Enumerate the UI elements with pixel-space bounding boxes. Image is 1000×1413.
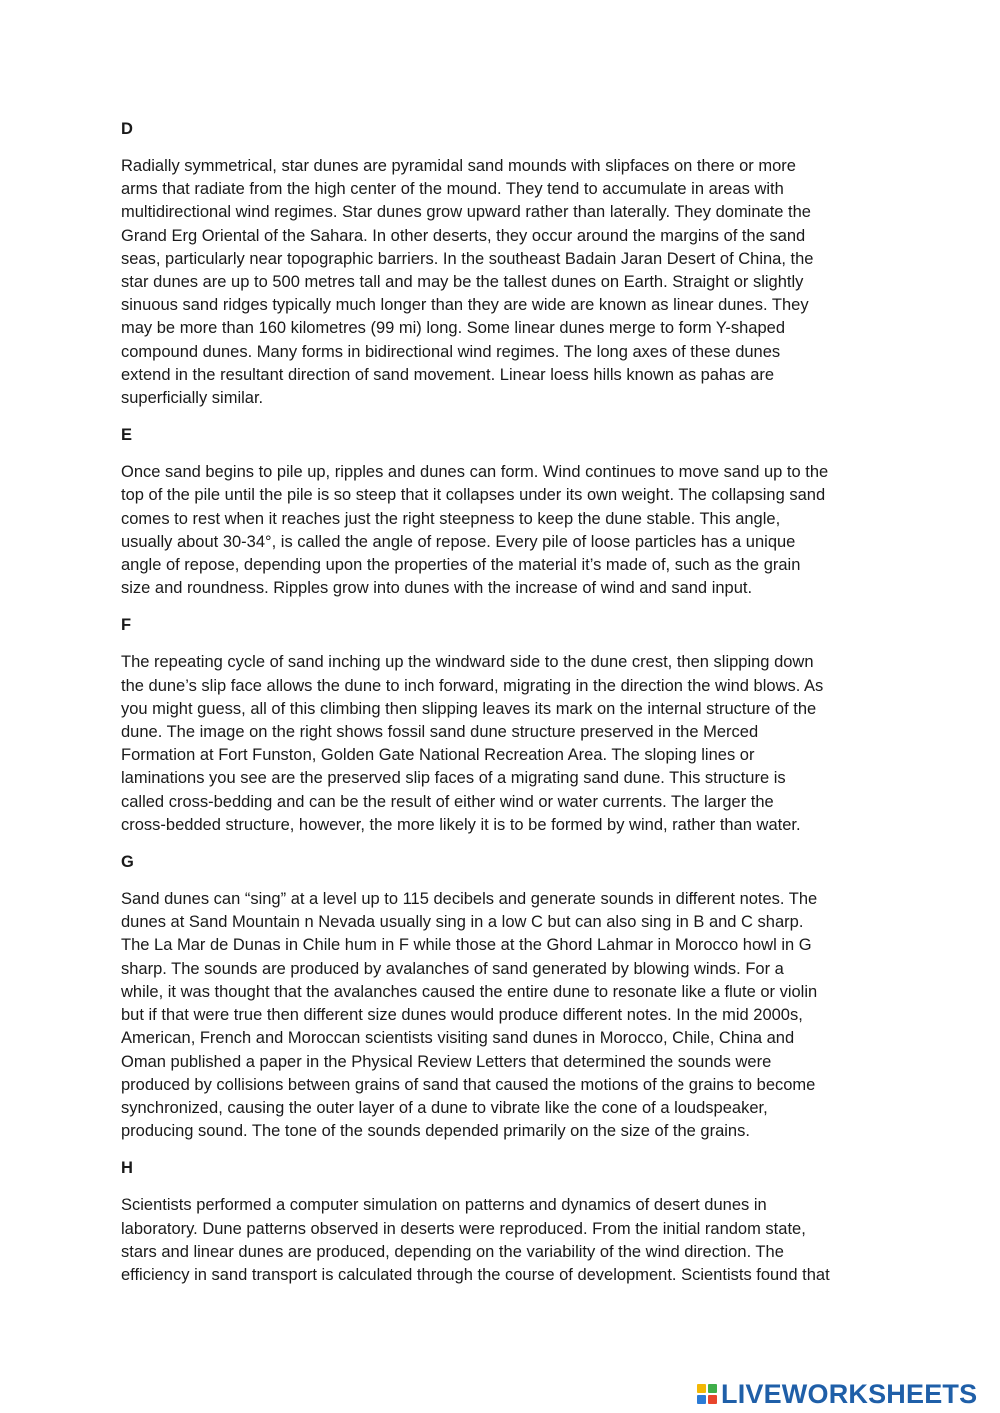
liveworksheets-logo[interactable] (697, 1378, 977, 1410)
section-letter: E (121, 426, 133, 445)
text-line: Oman published a paper in the Physical Review Letters that determined the sounds were (121, 1052, 772, 1071)
text-line: usually about 30-34°, is called the angle of repose. Every pile of loose particles has a unique (121, 532, 796, 551)
text-line: The La Mar de Dunas in Chile hum in F while those at the Ghord Lahmar in Morocco howl in G (121, 936, 812, 955)
text-line: angle of repose, depending upon the properties of the material it’s made of, such as the grain (121, 556, 801, 575)
section-paragraph (121, 1194, 891, 1287)
text-line: superficially similar. (121, 389, 264, 408)
section-paragraph (121, 651, 891, 837)
section-paragraph (121, 461, 891, 600)
logo-square-green (708, 1384, 717, 1393)
text-line: laminations you see are the preserved slip faces of a migrating sand dune. This structure is (121, 769, 786, 788)
logo-square-blue (697, 1395, 706, 1404)
section-paragraph (121, 155, 891, 410)
text-line: sharp. The sounds are produced by avalanches of sand generated by blowing winds. For a (121, 959, 784, 978)
text-line: dunes at Sand Mountain n Nevada usually sing in a low C but can also sing in B and C sharp. (121, 913, 804, 932)
text-line: you might guess, all of this climbing then slipping leaves its mark on the internal structure of the (121, 699, 817, 718)
text-line: American, French and Moroccan scientists visiting sand dunes in Morocco, Chile, China and (121, 1029, 795, 1048)
section-g (121, 851, 891, 1143)
text-line: may be more than 160 kilometres (99 mi) long. Some linear dunes merge to form Y-shaped (121, 319, 786, 338)
text-line: but if that were true then different size dunes would produce different notes. In the mid 2000s, (121, 1006, 803, 1025)
text-line: produced by collisions between grains of sand that caused the motions of the grains to become (121, 1075, 816, 1094)
text-line: producing sound. The tone of the sounds depended primarily on the size of the grains. (121, 1122, 750, 1141)
text-line: while, it was thought that the avalanches caused the entire dune to resonate like a flute or violin (121, 982, 818, 1001)
text-line: Sand dunes can “sing” at a level up to 115 decibels and generate sounds in different notes. The (121, 890, 818, 909)
text-line: called cross-bedding and can be the result of either wind or water currents. The larger the (121, 792, 774, 811)
text-line: arms that radiate from the high center of the mound. They tend to accumulate in areas with (121, 180, 784, 199)
section-paragraph (121, 888, 891, 1143)
text-line: the dune’s slip face allows the dune to inch forward, migrating in the direction the wind blows. As (121, 676, 824, 695)
section-d (121, 118, 891, 410)
text-line: sinuous sand ridges typically much longer than they are wide are known as linear dunes. They (121, 296, 809, 315)
text-line: laboratory. Dune patterns observed in deserts were reproduced. From the initial random state, (121, 1219, 806, 1238)
text-line: extend in the resultant direction of sand movement. Linear loess hills known as pahas are (121, 365, 775, 384)
text-line: Once sand begins to pile up, ripples and dunes can form. Wind continues to move sand up to the (121, 463, 829, 482)
logo-square-red (708, 1395, 717, 1404)
logo-square-yellow (697, 1384, 706, 1393)
logo-text: LIVEWORKSHEETS (721, 1378, 978, 1409)
text-line: stars and linear dunes are produced, depending on the variability of the wind direction. The (121, 1242, 784, 1261)
text-line: synchronized, causing the outer layer of a dune to vibrate like the cone of a loudspeaker, (121, 1098, 768, 1117)
text-line: comes to rest when it reaches just the right steepness to keep the dune stable. This angle, (121, 509, 781, 528)
text-line: seas, particularly near topographic barriers. In the southeast Badain Jaran Desert of China, the (121, 249, 814, 268)
section-letter: H (121, 1159, 133, 1178)
text-line: top of the pile until the pile is so steep that it collapses under its own weight. The collapsing sand (121, 486, 826, 505)
document-page (121, 118, 891, 1301)
text-line: compound dunes. Many forms in bidirectional wind regimes. The long axes of these dunes (121, 342, 781, 361)
text-line: multidirectional wind regimes. Star dunes grow upward rather than laterally. They dominate the (121, 203, 811, 222)
section-f (121, 614, 891, 837)
text-line: Radially symmetrical, star dunes are pyramidal sand mounds with slipfaces on there or more (121, 157, 796, 175)
text-line: Grand Erg Oriental of the Sahara. In other deserts, they occur around the margins of the sand (121, 226, 806, 245)
text-line: cross-bedded structure, however, the more likely it is to be formed by wind, rather than water. (121, 815, 801, 834)
text-line: Scientists performed a computer simulation on patterns and dynamics of desert dunes in (121, 1196, 767, 1215)
text-line: Formation at Fort Funston, Golden Gate National Recreation Area. The sloping lines or (121, 746, 755, 765)
text-line: efficiency in sand transport is calculated through the course of development. Scientists found that (121, 1265, 830, 1284)
section-letter: F (121, 616, 132, 635)
text-line: star dunes are up to 500 metres tall and may be the tallest dunes on Earth. Straight or slightly (121, 273, 804, 292)
section-e (121, 424, 891, 600)
text-line: size and roundness. Ripples grow into dunes with the increase of wind and sand input. (121, 579, 753, 598)
section-h (121, 1157, 891, 1287)
text-line: dune. The image on the right shows fossil sand dune structure preserved in the Merced (121, 723, 759, 742)
section-letter: G (121, 853, 134, 872)
text-line: The repeating cycle of sand inching up the windward side to the dune crest, then slipping down (121, 653, 814, 672)
logo-mark-icon (697, 1384, 717, 1404)
section-letter: D (121, 120, 133, 138)
